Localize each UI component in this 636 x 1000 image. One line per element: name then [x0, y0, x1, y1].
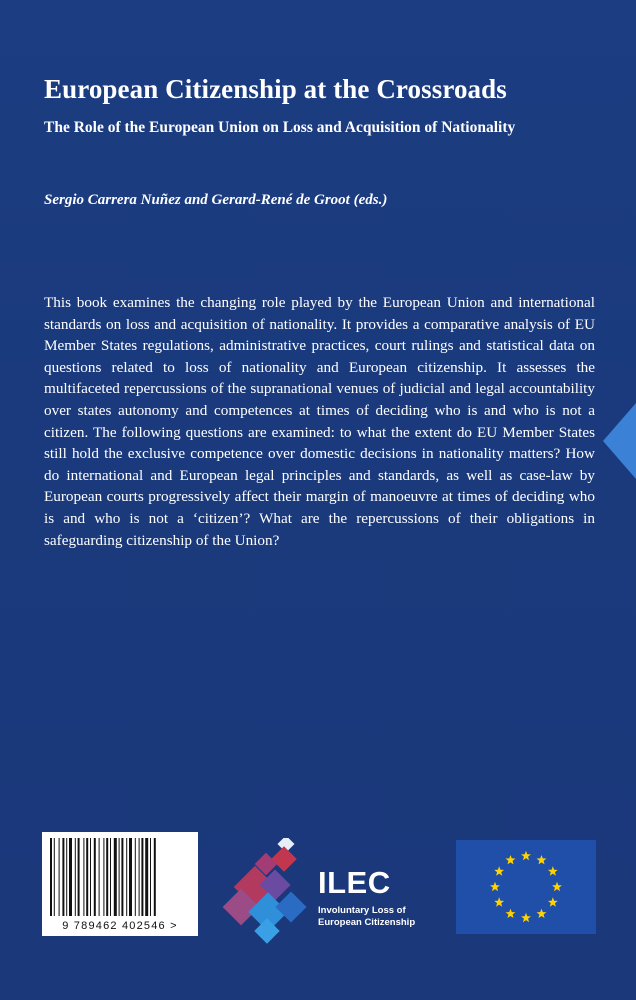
barcode-bar [54, 838, 55, 916]
ilec-logo-tagline [318, 905, 448, 929]
barcode-bar [154, 838, 156, 916]
book-subtitle: The Role of the European Union on Loss and Acquisition of Nationality [44, 119, 516, 136]
barcode-bar [119, 838, 120, 916]
page-edge-tab-icon [603, 403, 636, 479]
book-title: European Citizenship at the Crossroads [44, 74, 507, 104]
barcode-bar [126, 838, 127, 916]
barcode-bar [139, 838, 140, 916]
barcode-bar [110, 838, 111, 916]
barcode-bar [50, 838, 52, 916]
barcode-bar [75, 838, 76, 916]
ilec-tagline-line-1: Involuntary Loss of [318, 905, 406, 916]
barcode-bar [69, 838, 72, 916]
eu-flag-icon [456, 840, 596, 934]
barcode-bar [99, 838, 100, 916]
barcode-bar [62, 838, 64, 916]
ilec-tagline-line-2: European Citizenship [318, 917, 416, 928]
book-authors: Sergio Carrera Nuñez and Gerard-René de Groot (eds.) [44, 192, 388, 208]
barcode-bar [121, 838, 123, 916]
barcode-bar [150, 838, 151, 916]
barcode-bar [94, 838, 96, 916]
barcode-bar [66, 838, 67, 916]
book-description: This book examines the changing role played by the European Union and international standards on loss and acquisition of nationality. It provides a comparative analysis of EU Member States regulations, administrative practices, court rulings and statistical data on questions related to loss of nationality and European citizenship. It assesses the multifaceted repercussions of the supranational venues of judicial and legal accountability over states autonomy and competences at times of deciding who is and who is not a citizen. The following questions are examined: to what the extent do EU Member States still hold the exclusive competence over domestic decisions in nationality matters? How do international and European legal principles and standards, as well as case-law by European courts progressively affect their margin of manoeuvre at times of deciding who is and who is not a ‘citizen’? What are the repercussions of their obligations in safeguarding citizenship of the Union? [44, 294, 595, 549]
barcode-bar [90, 838, 91, 916]
ilec-logo-mark [220, 838, 316, 950]
barcode-bar [59, 838, 60, 916]
isbn-number: 9 789462 402546 > [62, 920, 178, 932]
barcode-bar [135, 838, 136, 916]
barcode-bar [141, 838, 143, 916]
barcode-bar [83, 838, 84, 916]
barcode-bar [106, 838, 108, 916]
barcode-bar [78, 838, 80, 916]
barcode-bar [114, 838, 117, 916]
barcode-bar [103, 838, 104, 916]
barcode-bar [145, 838, 148, 916]
barcode-bar [86, 838, 88, 916]
ilec-logo-name: ILEC [318, 865, 391, 900]
barcode-bar [129, 838, 132, 916]
isbn-barcode [42, 832, 198, 936]
